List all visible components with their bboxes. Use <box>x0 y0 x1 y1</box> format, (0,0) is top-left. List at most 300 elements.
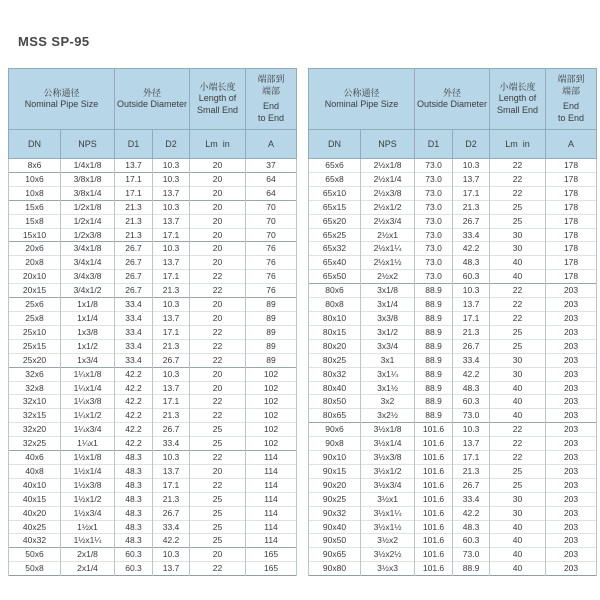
cell: 101.6 <box>415 478 453 492</box>
page-title: MSS SP-95 <box>18 34 90 49</box>
cell: 15x8 <box>9 214 61 228</box>
header-e2e-en1: End <box>563 101 580 111</box>
table-row <box>9 478 297 492</box>
cell: 101.6 <box>415 562 453 576</box>
cell: 2½x1 <box>361 228 415 242</box>
cell: 80x50 <box>309 395 361 409</box>
cell: 3½x3/4 <box>361 478 415 492</box>
cell: 26.7 <box>453 478 490 492</box>
cell: 26.7 <box>115 242 153 256</box>
cell: 33.4 <box>115 339 153 353</box>
cell: 1/4x1/8 <box>61 159 115 173</box>
table-row <box>9 186 297 200</box>
cell: 88.9 <box>415 311 453 325</box>
cell: 40x15 <box>9 492 61 506</box>
table-row <box>309 464 597 478</box>
cell: 42.2 <box>453 242 490 256</box>
cell: 22 <box>190 284 246 298</box>
cell: 40x25 <box>9 520 61 534</box>
cell: 90x15 <box>309 464 361 478</box>
header-end-to-end <box>246 69 297 130</box>
cell: 73.0 <box>415 159 453 173</box>
cell: 3½x3 <box>361 562 415 576</box>
cell: 20 <box>190 228 246 242</box>
cell: 21.3 <box>453 464 490 478</box>
header-small-end-zh: 小端长度 <box>199 81 236 92</box>
cell: 178 <box>546 186 597 200</box>
cell: 32x15 <box>9 409 61 423</box>
cell: 80x8 <box>309 298 361 312</box>
header-e2e-zh1: 端部到 <box>257 74 285 84</box>
table-row <box>9 284 297 298</box>
table-row <box>309 478 597 492</box>
cell: 40 <box>490 520 546 534</box>
cell: 10.3 <box>153 548 190 562</box>
cell: 3x1/4 <box>361 298 415 312</box>
cell: 26.7 <box>153 353 190 367</box>
cell: 26.7 <box>153 506 190 520</box>
cell: 65x8 <box>309 172 361 186</box>
cell: 65x10 <box>309 186 361 200</box>
cell: 102 <box>246 367 297 381</box>
cell: 48.3 <box>115 451 153 465</box>
cell: 20x15 <box>9 284 61 298</box>
subheader-a: A <box>246 130 297 159</box>
cell: 13.7 <box>153 256 190 270</box>
cell: 17.1 <box>153 395 190 409</box>
cell: 73.0 <box>453 548 490 562</box>
cell: 178 <box>546 214 597 228</box>
cell: 20 <box>190 159 246 173</box>
cell: 26.7 <box>453 339 490 353</box>
cell: 10.3 <box>453 284 490 298</box>
cell: 3/4x3/8 <box>61 270 115 284</box>
cell: 1½x1/2 <box>61 492 115 506</box>
cell: 1/2x3/8 <box>61 228 115 242</box>
cell: 17.1 <box>453 451 490 465</box>
cell: 13.7 <box>153 464 190 478</box>
cell: 25 <box>490 339 546 353</box>
cell: 203 <box>546 520 597 534</box>
header-od-en: Outside Diameter <box>417 99 488 109</box>
table-row <box>309 506 597 520</box>
cell: 203 <box>546 367 597 381</box>
cell: 40x6 <box>9 451 61 465</box>
cell: 21.3 <box>153 284 190 298</box>
cell: 42.2 <box>115 437 153 451</box>
cell: 64 <box>246 186 297 200</box>
cell: 90x40 <box>309 520 361 534</box>
table-row <box>309 298 597 312</box>
cell: 40x10 <box>9 478 61 492</box>
cell: 30 <box>490 492 546 506</box>
cell: 25x20 <box>9 353 61 367</box>
header-od-zh: 外径 <box>443 87 462 98</box>
cell: 26.7 <box>453 214 490 228</box>
cell: 22 <box>490 172 546 186</box>
cell: 102 <box>246 395 297 409</box>
cell: 20 <box>190 214 246 228</box>
cell: 13.7 <box>115 159 153 173</box>
cell: 26.7 <box>153 423 190 437</box>
cell: 22 <box>490 423 546 437</box>
cell: 1¼x1 <box>61 437 115 451</box>
cell: 65x50 <box>309 270 361 284</box>
cell: 3x2 <box>361 395 415 409</box>
cell: 2½x1/4 <box>361 172 415 186</box>
header-e2e-en2: to End <box>258 112 285 123</box>
table-row <box>309 437 597 451</box>
cell: 88.9 <box>415 284 453 298</box>
table-row <box>9 492 297 506</box>
header-length-small-end <box>190 69 246 130</box>
table-row <box>309 214 597 228</box>
cell: 70 <box>246 228 297 242</box>
cell: 21.3 <box>153 409 190 423</box>
cell: 60.3 <box>453 395 490 409</box>
cell: 102 <box>246 409 297 423</box>
table-row <box>309 242 597 256</box>
cell: 48.3 <box>115 506 153 520</box>
cell: 3x2½ <box>361 409 415 423</box>
table-row <box>9 311 297 325</box>
table-row <box>9 548 297 562</box>
cell: 20 <box>190 311 246 325</box>
header-end-to-end <box>546 69 597 130</box>
subheader-d2: D2 <box>153 130 190 159</box>
cell: 76 <box>246 284 297 298</box>
cell: 101.6 <box>415 520 453 534</box>
table-row <box>309 311 597 325</box>
header-od-en: Outside Diameter <box>117 99 188 109</box>
cell: 22 <box>490 451 546 465</box>
cell: 40 <box>490 562 546 576</box>
table-row <box>9 520 297 534</box>
table-row <box>9 325 297 339</box>
cell: 1/2x1/8 <box>61 200 115 214</box>
table-row <box>309 451 597 465</box>
cell: 90x20 <box>309 478 361 492</box>
table-row <box>309 256 597 270</box>
cell: 65x32 <box>309 242 361 256</box>
cell: 25x15 <box>9 339 61 353</box>
cell: 80x25 <box>309 353 361 367</box>
cell: 17.1 <box>453 311 490 325</box>
cell: 10.3 <box>453 159 490 173</box>
cell: 3½x1/4 <box>361 437 415 451</box>
cell: 22 <box>490 298 546 312</box>
cell: 13.7 <box>453 172 490 186</box>
cell: 1½x1/4 <box>61 464 115 478</box>
cell: 20 <box>190 242 246 256</box>
cell: 101.6 <box>415 492 453 506</box>
subheader-dn: DN <box>309 130 361 159</box>
table-row <box>9 228 297 242</box>
cell: 203 <box>546 311 597 325</box>
cell: 203 <box>546 298 597 312</box>
cell: 30 <box>490 367 546 381</box>
table-row <box>9 451 297 465</box>
cell: 25 <box>490 464 546 478</box>
header-e2e-en1: End <box>263 101 280 111</box>
cell: 22 <box>190 478 246 492</box>
cell: 20 <box>190 464 246 478</box>
cell: 21.3 <box>153 339 190 353</box>
cell: 48.3 <box>115 464 153 478</box>
table-body-left <box>9 159 297 576</box>
cell: 114 <box>246 478 297 492</box>
cell: 42.2 <box>115 381 153 395</box>
cell: 42.2 <box>115 423 153 437</box>
cell: 3x1 <box>361 353 415 367</box>
cell: 22 <box>190 353 246 367</box>
table-row <box>9 242 297 256</box>
table-row <box>9 437 297 451</box>
cell: 22 <box>490 186 546 200</box>
header-small-end-en1: Length of <box>498 93 537 104</box>
cell: 73.0 <box>453 409 490 423</box>
cell: 73.0 <box>415 256 453 270</box>
cell: 3½x1/8 <box>361 423 415 437</box>
cell: 17.1 <box>153 325 190 339</box>
table-row <box>9 423 297 437</box>
cell: 40 <box>490 256 546 270</box>
cell: 88.9 <box>415 339 453 353</box>
table-row <box>309 228 597 242</box>
cell: 3/4x1/8 <box>61 242 115 256</box>
cell: 13.7 <box>453 298 490 312</box>
cell: 25 <box>190 437 246 451</box>
cell: 114 <box>246 492 297 506</box>
table-row <box>9 159 297 173</box>
cell: 10.3 <box>153 172 190 186</box>
cell: 13.7 <box>153 186 190 200</box>
cell: 33.4 <box>115 325 153 339</box>
header-nominal-zh: 公称通径 <box>343 87 380 98</box>
table-row <box>309 534 597 548</box>
cell: 2½x1/8 <box>361 159 415 173</box>
cell: 60.3 <box>115 548 153 562</box>
cell: 21.3 <box>153 492 190 506</box>
cell: 48.3 <box>453 256 490 270</box>
table-row <box>309 562 597 576</box>
cell: 3/8x1/8 <box>61 172 115 186</box>
cell: 13.7 <box>153 381 190 395</box>
cell: 203 <box>546 562 597 576</box>
cell: 21.3 <box>115 200 153 214</box>
cell: 3½x1½ <box>361 520 415 534</box>
cell: 48.3 <box>115 492 153 506</box>
cell: 1¼x1/4 <box>61 381 115 395</box>
cell: 20 <box>190 186 246 200</box>
table-row <box>9 214 297 228</box>
cell: 2x1/8 <box>61 548 115 562</box>
cell: 203 <box>546 284 597 298</box>
cell: 3/8x1/4 <box>61 186 115 200</box>
cell: 165 <box>246 562 297 576</box>
cell: 33.4 <box>453 353 490 367</box>
table-row <box>9 381 297 395</box>
cell: 21.3 <box>115 214 153 228</box>
table-row <box>9 256 297 270</box>
header-od-zh: 外径 <box>143 87 162 98</box>
cell: 20 <box>190 298 246 312</box>
cell: 1¼x1/2 <box>61 409 115 423</box>
cell: 21.3 <box>453 325 490 339</box>
subheader-d1: D1 <box>115 130 153 159</box>
cell: 22 <box>490 284 546 298</box>
cell: 1x1/4 <box>61 311 115 325</box>
header-nominal-pipe-size <box>309 69 415 130</box>
header-e2e-zh2: 端部 <box>262 85 281 96</box>
cell: 65x6 <box>309 159 361 173</box>
cell: 10x6 <box>9 172 61 186</box>
cell: 40 <box>490 395 546 409</box>
cell: 40x20 <box>9 506 61 520</box>
cell: 203 <box>546 548 597 562</box>
pipe-size-table-right <box>308 68 597 576</box>
cell: 48.3 <box>453 381 490 395</box>
cell: 89 <box>246 298 297 312</box>
cell: 65x15 <box>309 200 361 214</box>
cell: 33.4 <box>115 298 153 312</box>
cell: 80x32 <box>309 367 361 381</box>
cell: 3½x3/8 <box>361 451 415 465</box>
cell: 22 <box>190 451 246 465</box>
cell: 203 <box>546 339 597 353</box>
cell: 22 <box>190 325 246 339</box>
cell: 48.3 <box>453 520 490 534</box>
cell: 1x1/2 <box>61 339 115 353</box>
cell: 13.7 <box>153 311 190 325</box>
cell: 40x32 <box>9 534 61 548</box>
cell: 42.2 <box>153 534 190 548</box>
table-row <box>309 353 597 367</box>
cell: 25 <box>190 506 246 520</box>
header-small-end-zh: 小端长度 <box>499 81 536 92</box>
cell: 3/4x1/4 <box>61 256 115 270</box>
cell: 101.6 <box>415 548 453 562</box>
cell: 90x50 <box>309 534 361 548</box>
cell: 22 <box>190 339 246 353</box>
cell: 90x80 <box>309 562 361 576</box>
header-small-end-en2: Small End <box>497 104 539 115</box>
cell: 42.2 <box>115 395 153 409</box>
cell: 203 <box>546 353 597 367</box>
cell: 3x1/8 <box>361 284 415 298</box>
table-row <box>309 339 597 353</box>
cell: 26.7 <box>115 270 153 284</box>
cell: 73.0 <box>415 200 453 214</box>
subheader-lm: Lm in <box>190 130 246 159</box>
cell: 114 <box>246 451 297 465</box>
table-row <box>309 159 597 173</box>
cell: 3/4x1/2 <box>61 284 115 298</box>
cell: 8x6 <box>9 159 61 173</box>
cell: 10.3 <box>153 367 190 381</box>
table-row <box>309 423 597 437</box>
cell: 101.6 <box>415 464 453 478</box>
cell: 80x20 <box>309 339 361 353</box>
cell: 1½x3/4 <box>61 506 115 520</box>
cell: 3½x1¼ <box>361 506 415 520</box>
cell: 25 <box>490 478 546 492</box>
header-outside-diameter <box>415 69 490 130</box>
cell: 1½x1 <box>61 520 115 534</box>
cell: 203 <box>546 492 597 506</box>
cell: 76 <box>246 242 297 256</box>
table-row <box>309 325 597 339</box>
cell: 15x10 <box>9 228 61 242</box>
cell: 70 <box>246 214 297 228</box>
cell: 60.3 <box>453 534 490 548</box>
cell: 17.1 <box>153 478 190 492</box>
cell: 203 <box>546 409 597 423</box>
cell: 165 <box>246 548 297 562</box>
cell: 48.3 <box>115 534 153 548</box>
cell: 33.4 <box>453 492 490 506</box>
subheader-dn: DN <box>9 130 61 159</box>
cell: 26.7 <box>115 284 153 298</box>
cell: 178 <box>546 242 597 256</box>
cell: 42.2 <box>453 506 490 520</box>
cell: 178 <box>546 256 597 270</box>
table-row <box>309 520 597 534</box>
cell: 2½x3/8 <box>361 186 415 200</box>
table-row <box>309 186 597 200</box>
cell: 88.9 <box>415 325 453 339</box>
pipe-size-table-left <box>8 68 297 576</box>
cell: 3½x2 <box>361 534 415 548</box>
cell: 102 <box>246 437 297 451</box>
cell: 20 <box>190 381 246 395</box>
table-row <box>309 172 597 186</box>
cell: 25x8 <box>9 311 61 325</box>
cell: 40x8 <box>9 464 61 478</box>
cell: 73.0 <box>415 214 453 228</box>
cell: 22 <box>190 395 246 409</box>
cell: 10.3 <box>453 423 490 437</box>
cell: 50x6 <box>9 548 61 562</box>
cell: 10x8 <box>9 186 61 200</box>
table-row <box>309 200 597 214</box>
cell: 114 <box>246 506 297 520</box>
subheader-nps: NPS <box>361 130 415 159</box>
cell: 1½x1¼ <box>61 534 115 548</box>
cell: 60.3 <box>115 562 153 576</box>
table-row <box>9 464 297 478</box>
cell: 25 <box>490 200 546 214</box>
header-e2e-zh1: 端部到 <box>557 74 585 84</box>
cell: 21.3 <box>453 200 490 214</box>
cell: 3x1¼ <box>361 367 415 381</box>
subheader-d1: D1 <box>415 130 453 159</box>
cell: 76 <box>246 256 297 270</box>
cell: 21.3 <box>115 228 153 242</box>
cell: 42.2 <box>115 367 153 381</box>
table-row <box>9 395 297 409</box>
cell: 114 <box>246 534 297 548</box>
cell: 80x40 <box>309 381 361 395</box>
cell: 40 <box>490 409 546 423</box>
cell: 17.1 <box>153 270 190 284</box>
cell: 3½x1/2 <box>361 464 415 478</box>
cell: 88.9 <box>415 353 453 367</box>
cell: 178 <box>546 172 597 186</box>
cell: 25 <box>190 492 246 506</box>
cell: 48.3 <box>115 478 153 492</box>
cell: 2½x2 <box>361 270 415 284</box>
